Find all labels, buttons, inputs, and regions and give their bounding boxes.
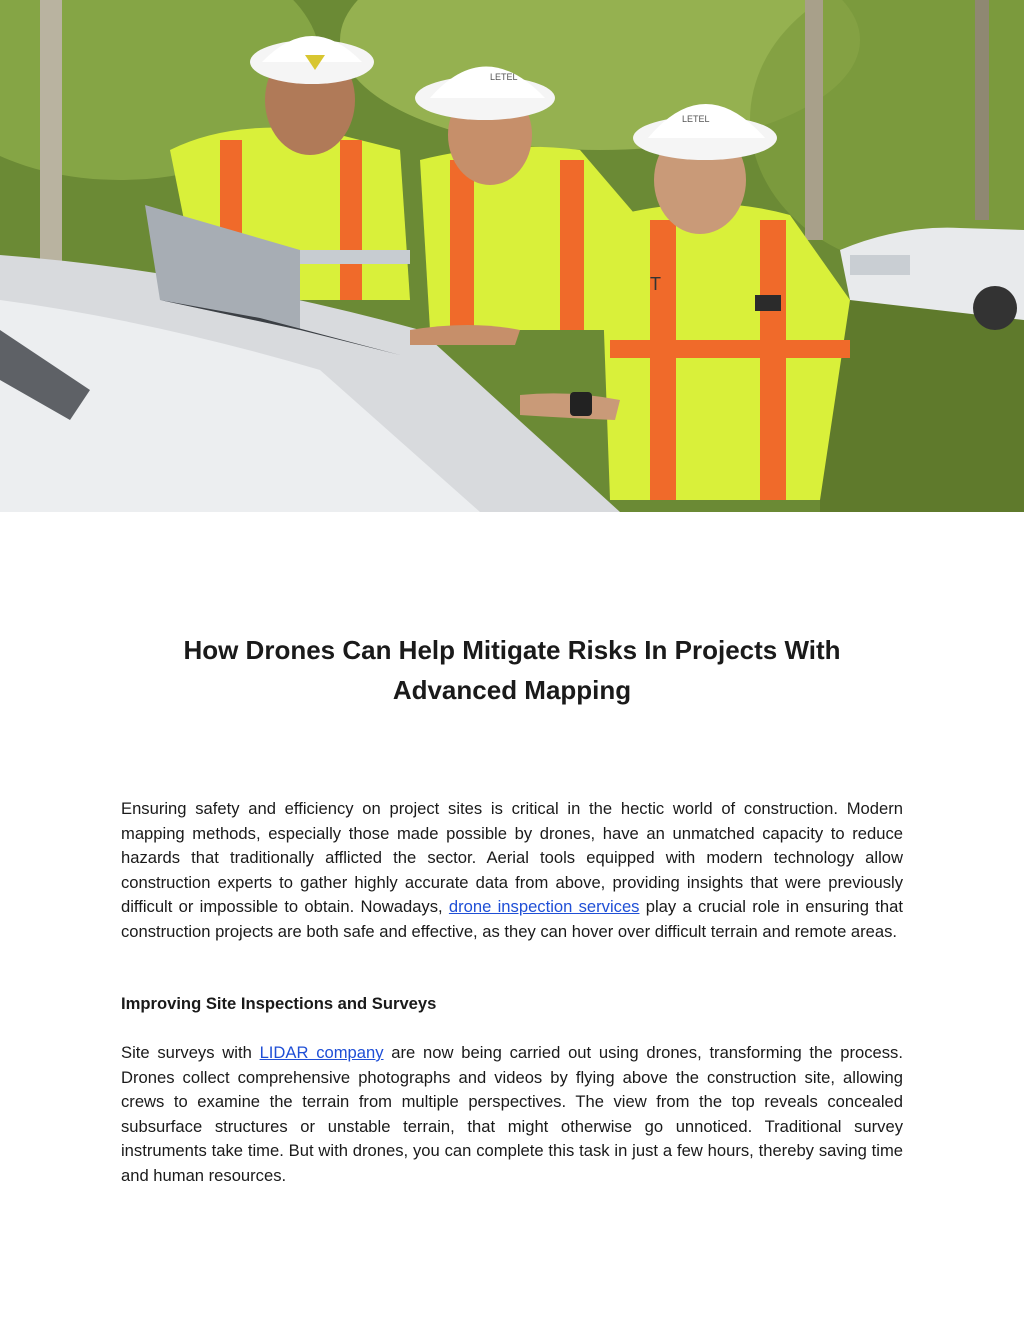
survey-text-after: are now being carried out using drones, transforming the process. Drones collect comprehensive photographs and videos by flying above the construction site, allowing crews to examine the terrain from multiple perspectives. The view from the top reveals concealed subsurface structures or unstable terrain, that might otherwise go unnoticed. Traditional survey instruments take time. But with drones, you can complete this task in just a few hours, thereby saving time and human resources. <box>121 1043 903 1185</box>
vest-mark: T <box>650 274 661 294</box>
survey-text-before: Site surveys with <box>121 1043 252 1062</box>
lidar-company-link[interactable]: LIDAR company <box>259 1043 384 1062</box>
section-heading: Improving Site Inspections and Surveys <box>121 994 437 1013</box>
hero-photo <box>0 0 1024 512</box>
article-title: How Drones Can Help Mitigate Risks In Projects With Advanced Mapping <box>183 635 841 705</box>
intro-text-after: play a crucial role in ensuring that construction projects are both safe and effective, as they can hover over difficult terrain and remote areas. <box>121 897 903 941</box>
drone-inspection-services-link[interactable]: drone inspection services <box>448 897 640 916</box>
intro-paragraph <box>121 797 903 944</box>
helmet-brand-text-2: LETEL <box>682 114 710 124</box>
survey-paragraph <box>121 1041 903 1188</box>
intro-text-before: Ensuring safety and efficiency on project sites is critical in the hectic world of construction. Modern mapping methods, especially those made possible by drones, have an unmatched capacity to reduce hazards that traditionally afflicted the sector. Aerial tools equipped with modern technology allow construction experts to gather highly accurate data from above, providing insights that were previously difficult or impossible to obtain. Nowadays, <box>121 799 903 916</box>
wristwatch <box>570 392 592 416</box>
hero-illustration <box>0 0 1024 512</box>
helmet-brand-text: LETEL <box>490 72 518 82</box>
flag-patch <box>755 295 781 311</box>
